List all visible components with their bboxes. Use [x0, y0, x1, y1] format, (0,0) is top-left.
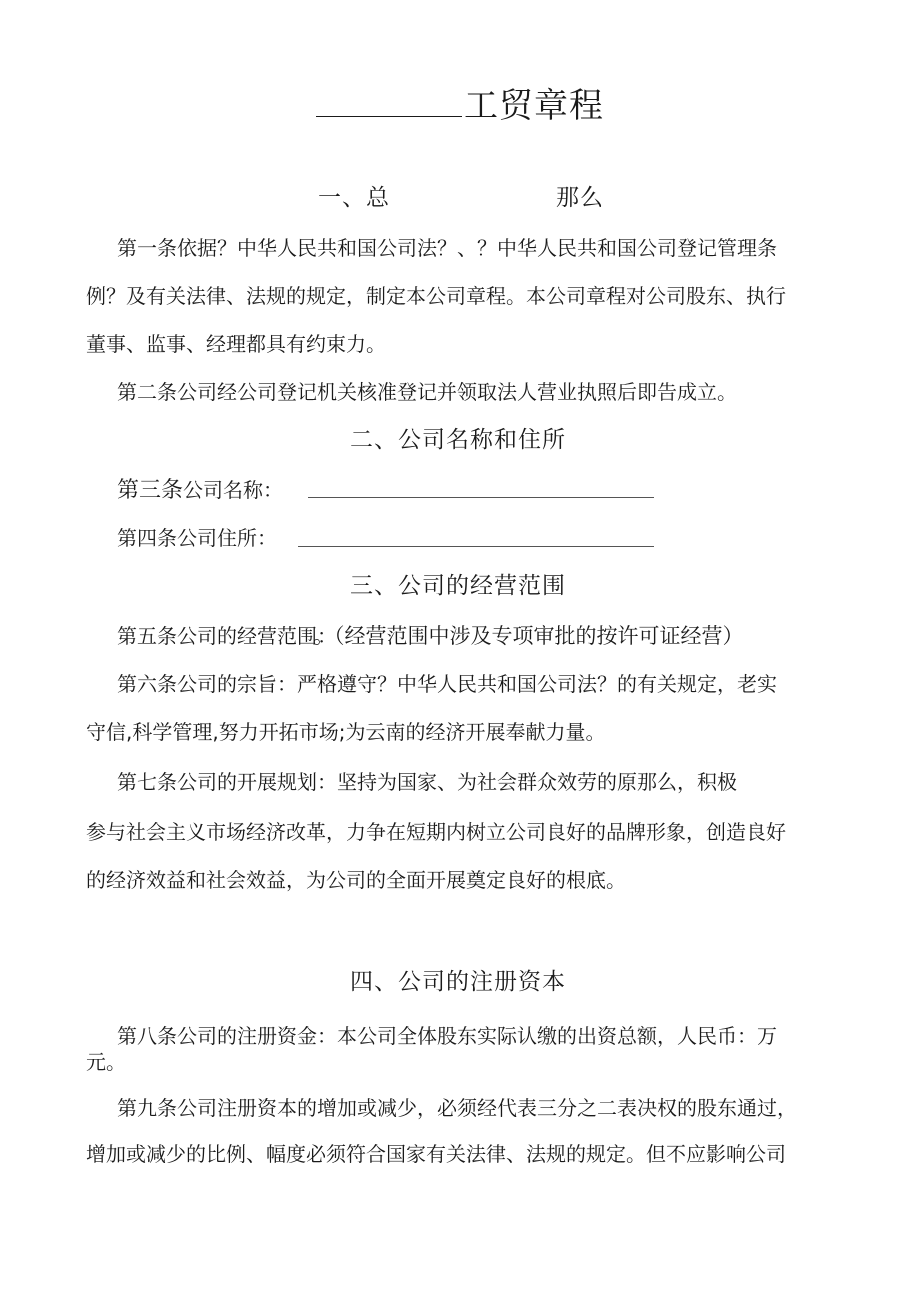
article-5-note: 。（经营范围中涉及专项审批的按许可证经营）: [313, 624, 744, 648]
section-heading-1a: 一、总: [318, 185, 390, 211]
section-heading-3: 三、公司的经营范围: [350, 573, 566, 599]
article-4: 第四条公司住所：: [117, 526, 277, 550]
company-name-blank: [308, 497, 654, 498]
company-address-blank: [298, 546, 654, 547]
article-3-label-a: 第三条: [117, 478, 184, 503]
article-3-label-b: 公司名称：: [183, 478, 284, 502]
article-5-label: 第五条公司的经营范围：: [117, 624, 327, 648]
article-1-line-2: 例？及有关法律、法规的规定，制定本公司章程。本公司章程对公司股东、执行: [86, 284, 786, 308]
section-heading-2: 二、公司名称和住所: [350, 427, 566, 453]
article-6-line-2: 守信,科学管理,努力开拓市场;为云南的经济开展奉献力量。: [86, 720, 606, 744]
document-title: 工贸章程: [316, 86, 604, 126]
article-2-line-1: 第二条公司经公司登记机关核准登记并领取法人营业执照后即告成立。: [117, 380, 737, 404]
title-blank-line: [316, 86, 462, 117]
article-8-line-2: 元。: [86, 1050, 126, 1074]
article-7-line-1: 第七条公司的开展规划：坚持为国家、为社会群众效劳的原那么，积极: [117, 770, 737, 794]
article-1-line-3: 董事、监事、经理都具有约束力。: [86, 332, 386, 356]
article-5-line-1: [117, 624, 744, 648]
article-1-line-1: 第一条依据？中华人民共和国公司法？、？中华人民共和国公司登记管理条: [117, 236, 777, 260]
article-7-line-3: 的经济效益和社会效益，为公司的全面开展奠定良好的根底。: [86, 868, 626, 892]
article-6-line-1: 第六条公司的宗旨：严格遵守？中华人民共和国公司法？的有关规定，老实: [117, 672, 777, 696]
article-3: [117, 478, 283, 503]
article-9-line-2: 增加或减少的比例、幅度必须符合国家有关法律、法规的规定。但不应影响公司: [86, 1142, 786, 1166]
article-7-line-2: 参与社会主义市场经济改革，力争在短期内树立公司良好的品牌形象，创造良好: [86, 820, 786, 844]
section-heading-4: 四、公司的注册资本: [350, 969, 566, 995]
section-heading-1b: 那么: [556, 185, 604, 211]
article-9-line-1: 第九条公司注册资本的增加或减少，必须经代表三分之二表决权的股东通过，: [117, 1096, 797, 1120]
article-8-line-1: 第八条公司的注册资金：本公司全体股东实际认缴的出资总额，人民币：万: [117, 1024, 777, 1048]
